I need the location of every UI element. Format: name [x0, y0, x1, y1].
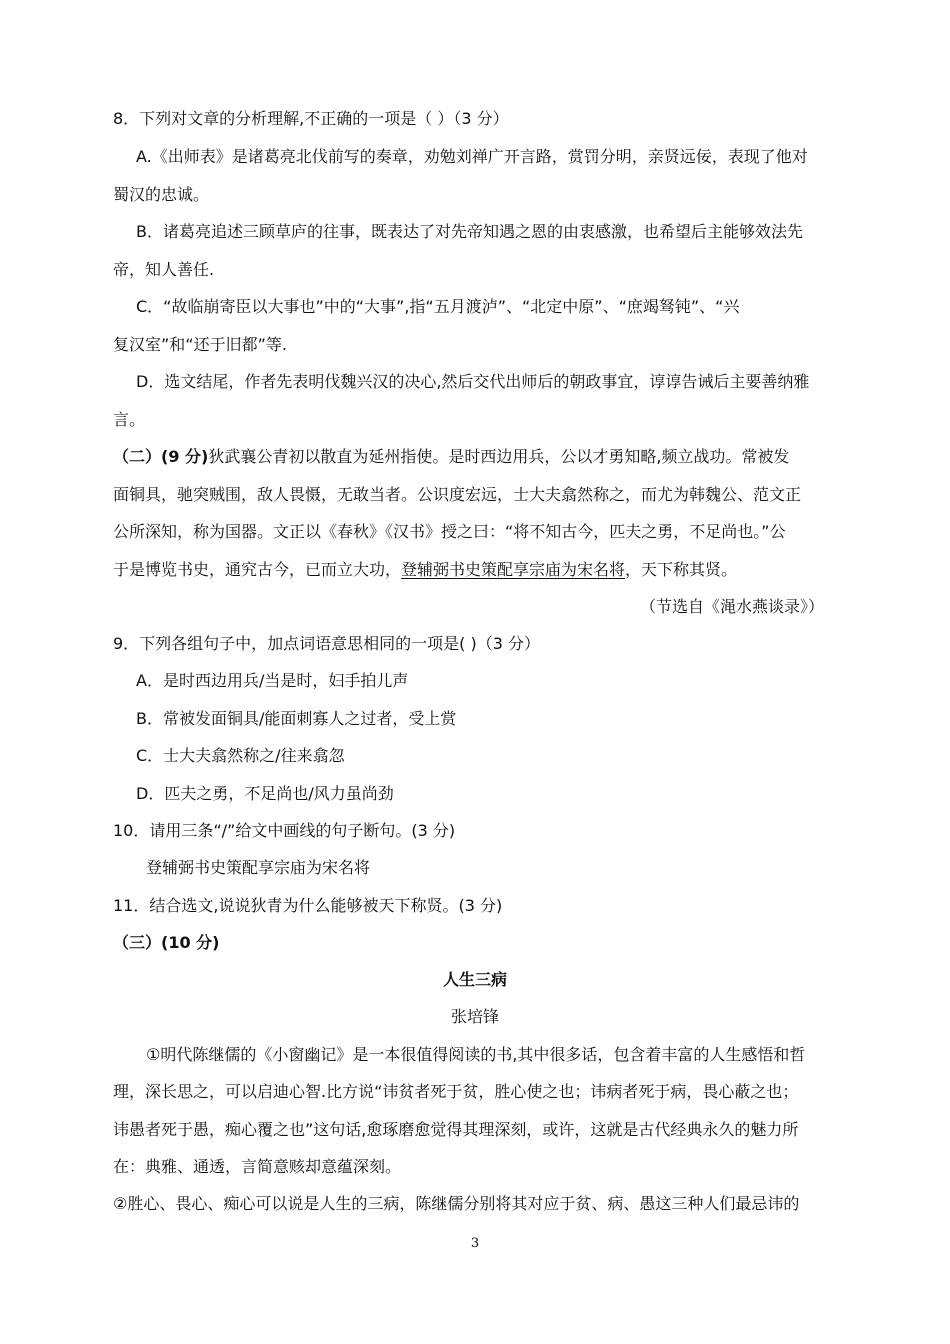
q9-option-d: D．匹夫之勇，不足尚也/风力虽尚劲	[136, 784, 394, 803]
q10-sentence: 登辅弼书史策配享宗庙为宋名将	[146, 858, 371, 877]
q8-option-c: C．“故临崩寄臣以大事也”中的“大事”,指“五月渡泸”、“北定中原”、“庶竭驽钝”、“兴	[136, 297, 740, 316]
passage-source: （节选自《渑水燕谈录》）	[640, 597, 825, 616]
q9-option-a: A．是时西边用兵/当是时，妇手拍儿声	[136, 671, 409, 690]
article-title: 人生三病	[442, 970, 507, 989]
section-2-line-4-pre: 于是博览书史，通究古今，已而立大功，	[113, 560, 402, 579]
q11-stem: 11．结合选文,说说狄青为什么能够被天下称贤。(3 分)	[113, 896, 503, 915]
q8-option-a: A.《出师表》是诸葛亮北伐前写的奏章，劝勉刘禅广开言路，赏罚分明，亲贤远佞，表现了他对	[136, 147, 808, 166]
section-2-line-3: 公所深知，称为国器。文正以《春秋》《汉书》授之曰：“将不知古今，匹夫之勇，不足尚也。”公	[113, 522, 786, 541]
q10-stem: 10．请用三条“/”给文中画线的句子断句。(3 分)	[113, 821, 456, 840]
section-2-text: 狄武襄公青初以散直为延州指使。是时西边用兵，公以才勇知略,频立战功。常被发	[208, 447, 790, 466]
q9-stem: 9．下列各组句子中，加点词语意思相同的一项是( )（3 分）	[113, 634, 541, 653]
q8-option-a-cont: 蜀汉的忠诚。	[113, 185, 210, 204]
q8-stem: 8．下列对文章的分析理解,不正确的一项是（ ）（3 分）	[113, 109, 509, 128]
paragraph-1-line-4: 在：典雅、通透，言简意赅却意蕴深刻。	[113, 1157, 402, 1176]
section-3-label: （三）(10 分)	[113, 933, 220, 952]
section-2-line-4	[113, 559, 737, 581]
paragraph-2-line-1: ②胜心、畏心、痴心可以说是人生的三病，陈继儒分别将其对应于贫、病、愚这三种人们最忌讳的	[113, 1194, 800, 1213]
q8-option-d: D．选文结尾，作者先表明伐魏兴汉的决心,然后交代出师后的朝政事宜，谆谆告诫后主要善纳雅	[136, 372, 810, 391]
q9-option-b: B．常被发面铜具/能面刺寡人之过者，受上赏	[136, 709, 457, 728]
q9-option-c: C．士大夫翕然称之/往来翕忽	[136, 746, 345, 765]
section-2-line-4-post: ，天下称其贤。	[625, 560, 738, 579]
paragraph-1-line-1: ①明代陈继儒的《小窗幽记》是一本很值得阅读的书,其中很多话，包含着丰富的人生感悟和哲	[146, 1045, 806, 1064]
article-author: 张培锋	[450, 1007, 499, 1026]
section-2-label: （二）(9 分)	[113, 447, 209, 466]
underlined-sentence: 登辅弼书史策配享宗庙为宋名将	[401, 560, 626, 579]
section-2-line-2: 面铜具，驰突贼围，敌人畏慑，无敢当者。公识度宏远，士大夫翕然称之，而尤为韩魏公、范文正	[113, 485, 802, 504]
q8-option-d-cont: 言。	[113, 410, 146, 429]
page-number: 3	[470, 1236, 480, 1251]
section-2-line-1	[113, 446, 789, 468]
paragraph-1-line-3: 讳愚者死于愚，痴心覆之也”这句话,愈琢磨愈觉得其理深刻，或许，这就是古代经典永久的魅力所	[113, 1120, 799, 1139]
q8-option-b: B．诸葛亮追述三顾草庐的往事，既表达了对先帝知遇之恩的由衷感激，也希望后主能够效法先	[136, 222, 803, 241]
q8-option-b-cont: 帝，知人善任.	[113, 260, 215, 279]
q8-option-c-cont: 复汉室”和“还于旧都”等.	[113, 335, 287, 354]
paragraph-1-line-2: 理，深长思之，可以启迪心智.比方说“讳贫者死于贫，胜心使之也；讳病者死于病，畏心蔽之也；	[113, 1082, 799, 1101]
